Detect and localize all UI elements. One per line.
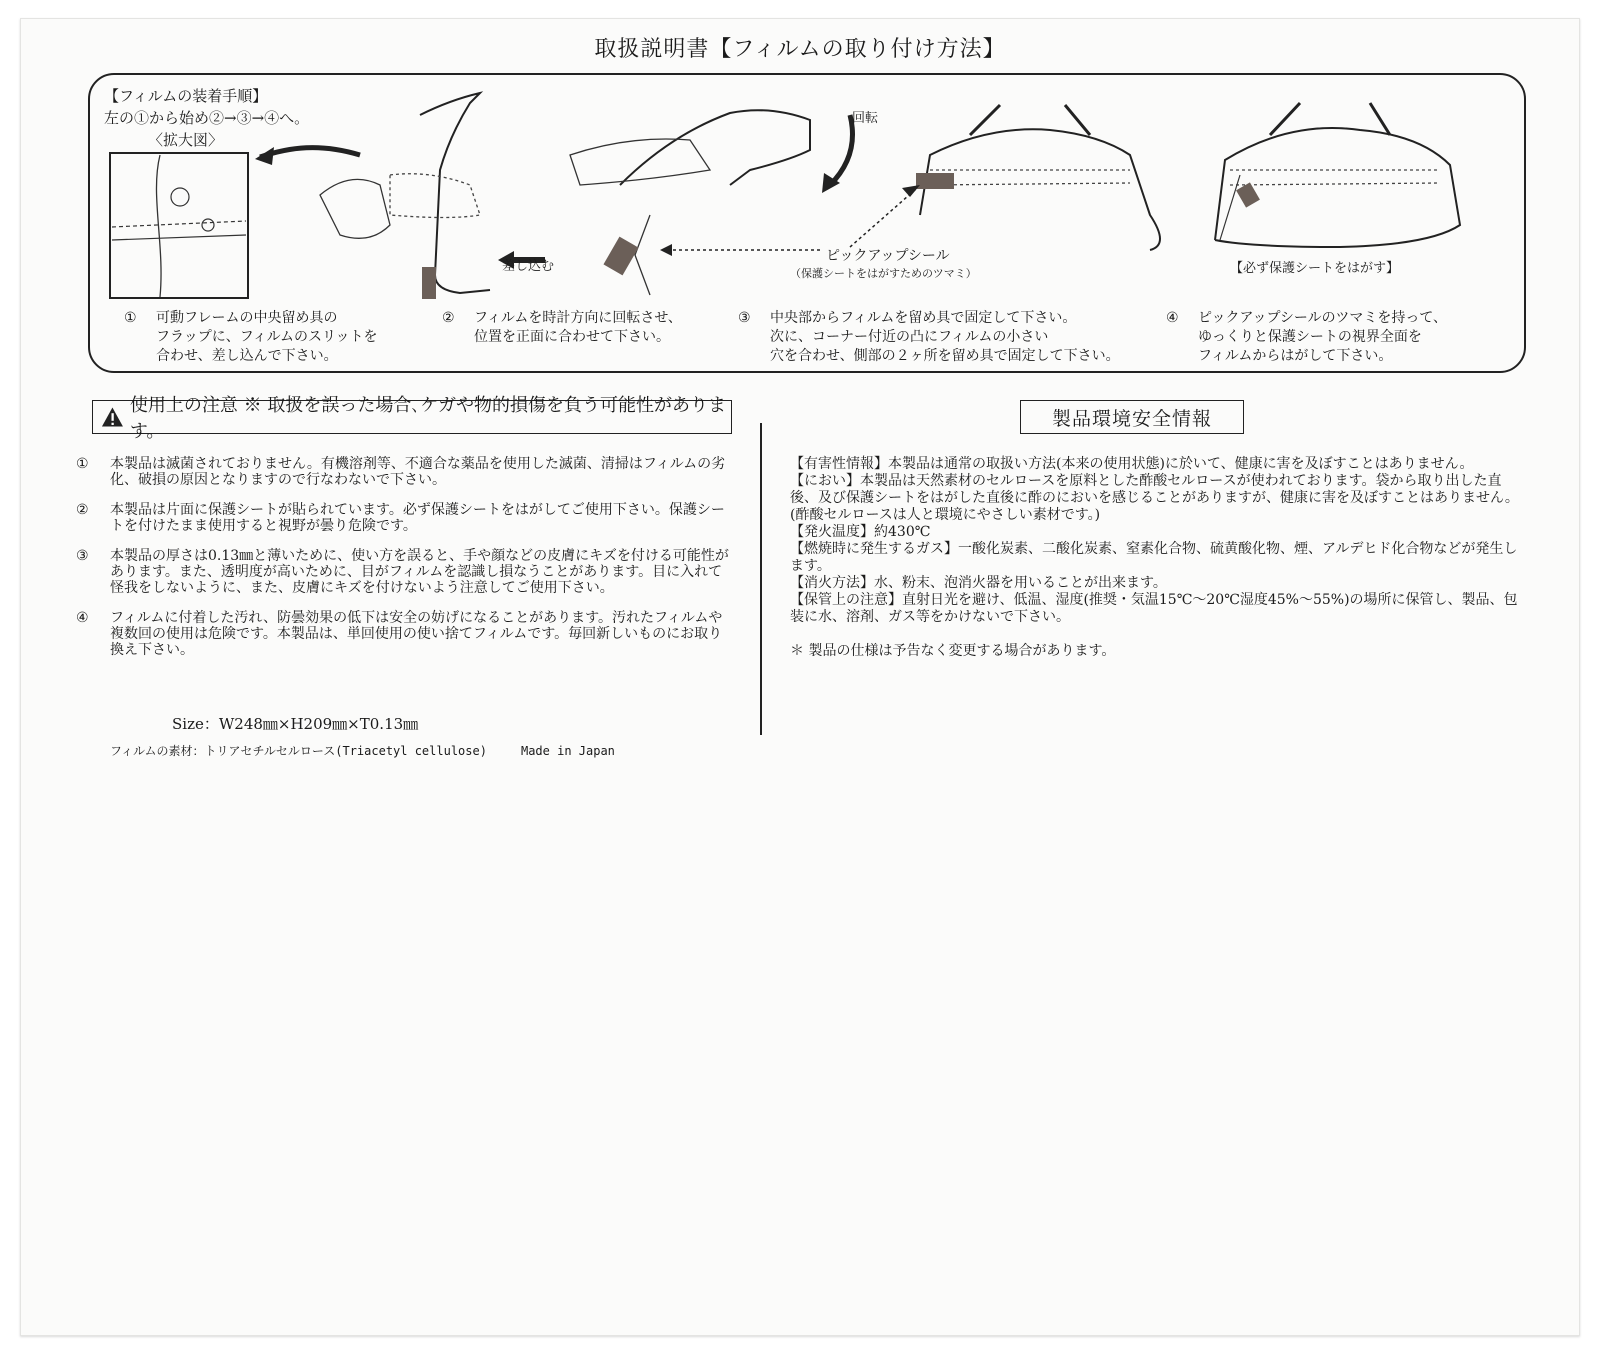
zoom-detail-illustration <box>110 153 248 298</box>
procedure-heading: 【フィルムの装着手順】 <box>104 87 268 105</box>
item-number: ② <box>76 502 89 518</box>
env-paragraph: 【燃焼時に発生するガス】一酸化炭素、二酸化炭素、窒素化合物、硫黄酸化物、煙、アルデヒド化合物などが発生します。 <box>790 541 1518 574</box>
item-number: ③ <box>76 548 89 564</box>
item-text: フィルムに付着した汚れ、防曇効果の低下は安全の妨げになることがあります。汚れたフィルムや複数回の使用は危険です。本製品は、単回使用の使い捨てフィルムです。毎回新しいものにお取り換え下さい。 <box>110 610 723 658</box>
env-paragraph: 【有害性情報】本製品は通常の取扱い方法(本来の使用状態)に於いて、健康に害を及ぼすことはありません。 <box>790 456 1474 472</box>
env-paragraph: 【におい】本製品は天然素材のセルロースを原料とした酢酸セルロースが使われております。袋から取り出した直後、及び保護シートをはがした直後に酢のにおいを感じることがありますが、健康に害を及ぼすことはありません。(酢酸セルロースは人と環境にやさしい素材です。) <box>790 473 1519 523</box>
pickup-label: ピックアップシール <box>826 248 950 264</box>
material-text: フィルムの素材：トリアセチルセルロース(Triacetyl cellulose) <box>110 744 487 758</box>
step-number: ④ <box>1166 310 1179 326</box>
list-item <box>76 502 736 534</box>
caution-heading-text: 使用上の注意 ※ 取扱を誤った場合､ケガや物的損傷を負う可能性があります。 <box>129 395 726 442</box>
step-number: ③ <box>738 310 751 326</box>
page-title: 取扱説明書【フィルムの取り付け方法】 <box>594 37 1006 62</box>
must-peel-label: 【必ず保護シートをはがす】 <box>1230 261 1400 276</box>
procedure-panel <box>88 73 1526 373</box>
rotate-arrow-icon <box>830 115 853 185</box>
step-text: フィルムを時計方向に回転させ、 位置を正面に合わせて下さい。 <box>474 310 682 345</box>
env-paragraph: 【発火温度】約430℃ <box>790 524 931 540</box>
item-number: ① <box>76 456 89 472</box>
column-divider <box>760 423 762 735</box>
list-item <box>76 548 736 596</box>
spec-change-note: ＊ 製品の仕様は予告なく変更する場合があります。 <box>790 643 1116 659</box>
insert-label: 差し込む <box>502 259 555 274</box>
step-text: 中央部からフィルムを留め具で固定して下さい。 次に、コーナー付近の凸にフィルムの小さい 穴を合わせ、側部の２ヶ所を留め具で固定して下さい。 <box>770 310 1120 364</box>
product-size: Size：W248㎜×H209㎜×T0.13㎜ <box>172 715 419 733</box>
step-4 <box>1166 309 1447 366</box>
visor-step2-illustration <box>620 110 810 185</box>
step-text: ピックアップシールのツマミを持って、 ゆっくりと保護シートの視界全面を フィルムからはがして下さい。 <box>1198 310 1448 364</box>
pickup-note: （保護シートをはがすためのツマミ） <box>790 267 977 280</box>
caution-list <box>76 456 736 672</box>
step-text: 可動フレームの中央留め具の フラップに、フィルムのスリットを 合わせ、差し込んで下さい。 <box>156 310 378 364</box>
warning-icon <box>101 406 124 428</box>
environment-info <box>790 456 1520 660</box>
item-text: 本製品の厚さは0.13㎜と薄いために、使い方を誤ると、手や顔などの皮膚にキズを付ける可能性があります。また、透明度が高いために、目がフィルムを認識し損なうことがあります。目に入れて怪我をしないように、また、皮膚にキズを付けないよう注意してご使用下さい。 <box>110 548 729 596</box>
item-text: 本製品は滅菌されておりません。有機溶剤等、不適合な薬品を使用した滅菌、清掃はフィルムの劣化、破損の原因となりますので行なわないで下さい。 <box>110 456 726 488</box>
rotate-label: 回転 <box>852 111 879 126</box>
step-3 <box>738 309 1120 366</box>
visor-step3-illustration <box>920 129 1160 250</box>
caution-heading <box>92 395 732 442</box>
arrow-icon <box>260 148 360 157</box>
item-number: ④ <box>76 610 89 626</box>
made-in-text: Made in Japan <box>520 744 615 758</box>
env-paragraph: 【保管上の注意】直射日光を避け、低温、湿度(推奨・気温15℃～20℃湿度45%～55%)の場所に保管し、製品、包装に水、溶剤、ガス等をかけないで下さい。 <box>790 592 1518 625</box>
environment-heading: 製品環境安全情報 <box>1020 400 1244 434</box>
env-paragraph: 【消火方法】水、粉末、泡消火器を用いることが出来ます。 <box>790 575 1167 591</box>
step-2 <box>442 309 682 347</box>
instruction-sheet <box>20 18 1580 1336</box>
item-text: 本製品は片面に保護シートが貼られています。必ず保護シートをはがしてご使用下さい。保護シートを付けたまま使用すると視野が曇り危険です。 <box>110 502 725 534</box>
zoom-label: 〈拡大図〉 <box>148 131 224 149</box>
step-number: ② <box>442 310 455 326</box>
step-number: ① <box>124 310 137 326</box>
procedure-subheading: 左の①から始め②→③→④へ。 <box>104 109 310 127</box>
list-item <box>76 610 736 658</box>
list-item <box>76 456 736 488</box>
visor-step1-illustration <box>420 93 490 293</box>
step-1 <box>124 309 377 366</box>
material-line <box>110 742 615 759</box>
